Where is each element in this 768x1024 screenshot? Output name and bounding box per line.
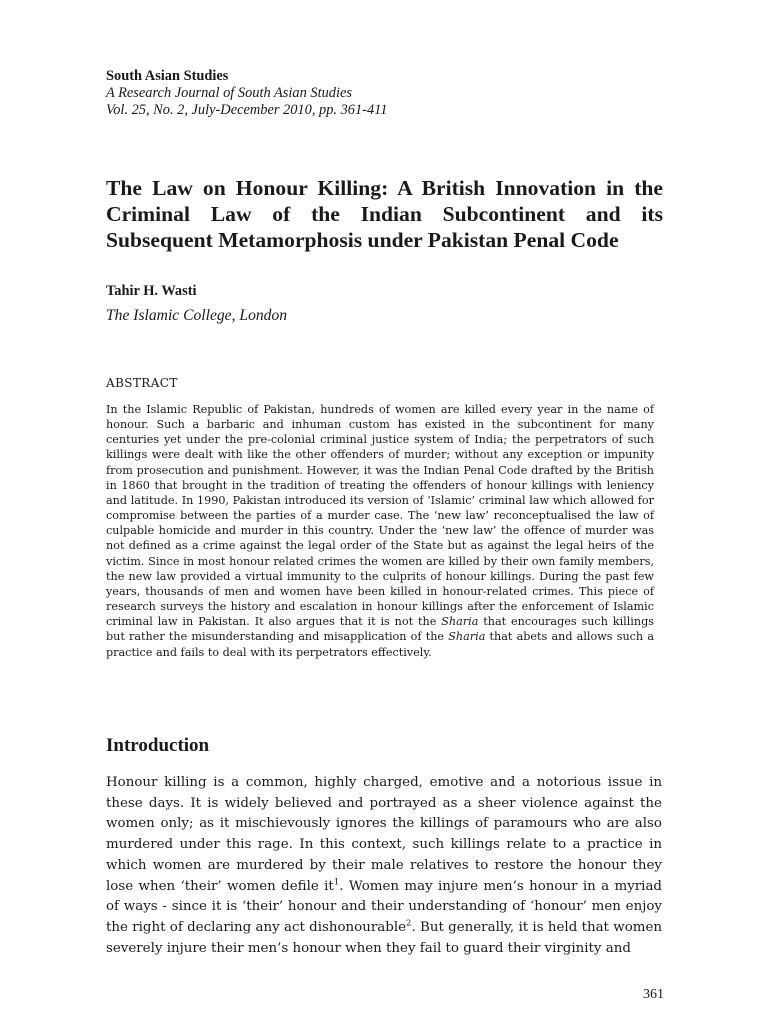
- intro-part-3: . But generally, it is held that women severely injure their men’s honour when they fail to guard their virginity and: [106, 919, 663, 956]
- abstract-heading: ABSTRACT: [106, 376, 178, 390]
- journal-header: [106, 68, 666, 119]
- abstract-part-2: that encourages such killings but rather the misunderstanding and misapplication of the: [106, 615, 654, 644]
- introduction-text: [106, 773, 662, 959]
- page-number: 361: [643, 987, 664, 1002]
- footnote-ref-2[interactable]: 2: [406, 918, 412, 929]
- author-name: Tahir H. Wasti: [106, 283, 197, 299]
- abstract-sharia-1: Sharia: [441, 615, 479, 629]
- abstract-sharia-2: Sharia: [448, 630, 486, 644]
- abstract-part-1: In the Islamic Republic of Pakistan, hundreds of women are killed every year in the name of honour. Such a barbaric and inhuman custom has existed in the subcontinent for many centuries yet under the pre-colonial criminal justice system of India; the perpetrators of such killings were dealt with like the other offenders of murder; without any exception or impunity from prosecution and punishment. However, it was the Indian Penal Code drafted by the British in 1860 that brought in the tradition of treating the offenders of honour killings with leniency and latitude. In 1990, Pakistan introduced its version of ‘Islamic’ criminal law which allowed for compromise between the parties of a murder case. The ‘new law’ reconceptualised the law of culpable homicide and murder in this country. Under the ‘new law’ the offence of murder was not defined as a crime against the legal order of the State but as against the legal heirs of the victim. Since in most honour related crimes the women are killed by their own family members, the new law provided a virtual immunity to the culprits of honour killings. During the past few years, thousands of men and women have been killed in honour-related crimes. This piece of research surveys the history and escalation in honour killings after the enforcement of Islamic criminal law in Pakistan. It also argues that it is not the: [106, 403, 654, 629]
- abstract-text: [106, 402, 654, 660]
- author-affiliation: The Islamic College, London: [106, 307, 288, 324]
- footnote-ref-1[interactable]: 1: [333, 877, 340, 888]
- article-title: The Law on Honour Killing: A British Innovation in the Criminal Law of the Indian Subcontinent and its Subsequent Metamorphosis under Pakistan Penal Code: [106, 176, 663, 252]
- intro-part-2: . Women may injure men’s honour in a myriad of ways - since it is ‘their’ honour and their understanding of ‘honour’ men enjoy the right of declaring any act dishonourable: [106, 878, 662, 935]
- abstract-part-3: that abets and allows such a practice and fails to deal with its perpetrators effectively.: [106, 630, 654, 659]
- journal-name: South Asian Studies: [106, 68, 229, 84]
- intro-part-1: Honour killing is a common, highly charged, emotive and a notorious issue in these days. It is widely believed and portrayed as a sheer violence against the women only; as it mischievously ignores the killings of paramours who are also murdered under this rage. In this context, such killings relate to a practice in which women are murdered by their male relatives to restore the honour they lose when ‘their’ women defile it: [106, 775, 662, 894]
- introduction-heading: Introduction: [106, 735, 210, 756]
- journal-subtitle: A Research Journal of South Asian Studies: [106, 85, 352, 101]
- journal-volume: Vol. 25, No. 2, July-December 2010, pp. 361-411: [106, 102, 388, 118]
